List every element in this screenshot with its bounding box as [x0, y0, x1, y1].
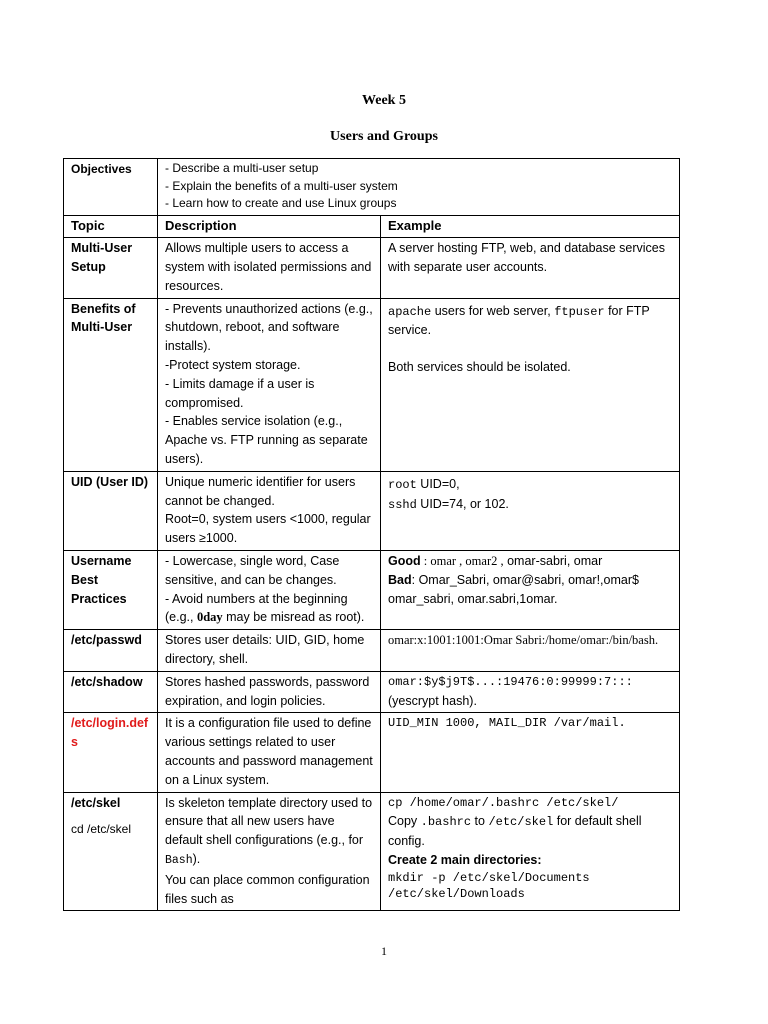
description-line: - Prevents unauthorized actions (e.g., shutdown, reboot, and software installs).: [165, 301, 373, 354]
topic-cell: Benefits of Multi-User: [64, 298, 158, 471]
code-mkdir: mkdir -p /etc/skel/Documents: [388, 870, 590, 885]
description-text: Is skeleton template directory used to ensure that all new users have default shell configurations (e.g., for: [165, 795, 373, 848]
code-mkdir: /etc/skel/Downloads: [388, 886, 525, 901]
topic-cell-highlight: /etc/login.defs: [64, 713, 158, 792]
topic-cell: [64, 792, 158, 911]
table-row: [64, 713, 680, 792]
topic-subcommand: cd /etc/skel: [71, 822, 132, 837]
objective-item: - Learn how to create and use Linux groups: [165, 196, 397, 210]
example-text: users for web server,: [431, 303, 555, 318]
table-row: [64, 471, 680, 550]
description-line: Unique numeric identifier for users cannot be changed.: [165, 474, 356, 508]
header-topic: Topic: [64, 215, 158, 238]
example-text: UID=74, or 102.: [416, 496, 509, 511]
example-text: : Omar_Sabri, omar@sabri, omar!,omar$ omar_sabri, omar.sabri,1omar.: [388, 572, 639, 606]
document-subtitle: Users and Groups: [330, 129, 438, 144]
objectives-label: Objectives: [64, 159, 158, 216]
description-cell: [158, 298, 381, 471]
table-row: [64, 551, 680, 630]
objectives-row: [64, 159, 680, 216]
example-cell: [381, 792, 680, 911]
code-bashrc: .bashrc: [420, 815, 472, 830]
table-row: [64, 298, 680, 471]
description-emphasis: 0day: [196, 610, 223, 625]
example-cell: [381, 471, 680, 550]
topic-cell: /etc/passwd: [64, 630, 158, 672]
code-apache: apache: [388, 304, 432, 319]
example-text: for default shell config.: [388, 814, 642, 849]
example-text: to: [471, 814, 489, 829]
example-text: UID=0,: [416, 476, 460, 491]
code-login-defs: UID_MIN 1000, MAIL_DIR /var/mail.: [388, 716, 626, 731]
example-cell: omar:x:1001:1001:Omar Sabri:/home/omar:/bin/bash.: [381, 630, 680, 672]
description-line: - Enables service isolation (e.g., Apache vs. FTP running as separate users).: [165, 414, 368, 467]
example-cell: [381, 298, 680, 471]
header-example: Example: [381, 215, 680, 238]
description-line: - Lowercase, single word, Case sensitive, and can be changes.: [165, 554, 340, 587]
objective-item: - Describe a multi-user setup: [165, 161, 319, 175]
description-line: - Limits damage if a user is compromised.: [165, 376, 315, 410]
description-text: - Avoid numbers at the beginning (e.g.,: [165, 591, 348, 625]
description-text: may be misread as root).: [222, 610, 365, 625]
table-header-row: [64, 215, 680, 238]
example-text: Copy: [388, 814, 421, 829]
description-line: [165, 794, 374, 871]
description-cell: It is a configuration file used to define various settings related to user accounts and password management on a Linux system.: [158, 713, 381, 792]
description-cell: Allows multiple users to access a system with isolated permissions and resources.: [158, 238, 381, 298]
topic-cell: Username Best Practices: [64, 551, 158, 630]
example-text: omar-sabri, omar: [503, 554, 603, 569]
example-text: Both services should be isolated.: [388, 360, 571, 375]
code-cp: cp /home/omar/.bashrc /etc/skel/: [388, 795, 619, 810]
page-number: 1: [381, 944, 387, 958]
code-skel: /etc/skel: [488, 815, 554, 830]
table-row: [64, 238, 680, 298]
description-cell: Stores hashed passwords, password expiration, and login policies.: [158, 671, 381, 713]
objective-item: - Explain the benefits of a multi-user system: [165, 178, 398, 193]
example-cell: [381, 671, 680, 713]
description-cell: [158, 551, 381, 630]
description-cell: [158, 792, 381, 911]
code-root: root: [388, 477, 417, 492]
objectives-list: [158, 159, 680, 216]
example-text: (yescrypt hash).: [388, 693, 477, 708]
example-text: omar , omar2 ,: [430, 554, 504, 569]
description-line: -Protect system storage.: [165, 358, 301, 373]
table-row: [64, 671, 680, 713]
description-line: Root=0, system users <1000, regular users ≥1000.: [165, 512, 371, 546]
document-title: Week 5: [362, 93, 406, 108]
code-shadow: omar:$y$j9T$...:19476:0:99999:7:::: [388, 674, 633, 689]
topic-label: /etc/skel: [71, 795, 121, 810]
description-cell: [158, 471, 381, 550]
code-sshd: sshd: [388, 497, 417, 512]
code-bash: Bash: [165, 854, 193, 867]
example-cell: [381, 551, 680, 630]
code-ftpuser: ftpuser: [554, 304, 605, 319]
topic-cell: UID (User ID): [64, 471, 158, 550]
topic-cell: Multi-User Setup: [64, 238, 158, 298]
bad-label: Bad: [388, 572, 412, 587]
table-row: [64, 630, 680, 672]
good-label: Good: [388, 554, 421, 569]
description-cell: Stores user details: UID, GID, home directory, shell.: [158, 630, 381, 672]
description-line: [165, 590, 374, 628]
topic-cell: /etc/shadow: [64, 671, 158, 713]
description-line: You can place common configuration files such as: [165, 872, 370, 906]
example-text: for FTP service.: [388, 303, 650, 338]
content-table: [63, 158, 680, 911]
header-description: Description: [158, 215, 381, 238]
example-heading: Create 2 main directories:: [388, 853, 542, 867]
description-text: ).: [192, 852, 201, 866]
example-cell: A server hosting FTP, web, and database services with separate user accounts.: [381, 238, 680, 298]
example-cell: [381, 713, 680, 792]
table-row: [64, 792, 680, 911]
example-text: :: [420, 554, 431, 569]
